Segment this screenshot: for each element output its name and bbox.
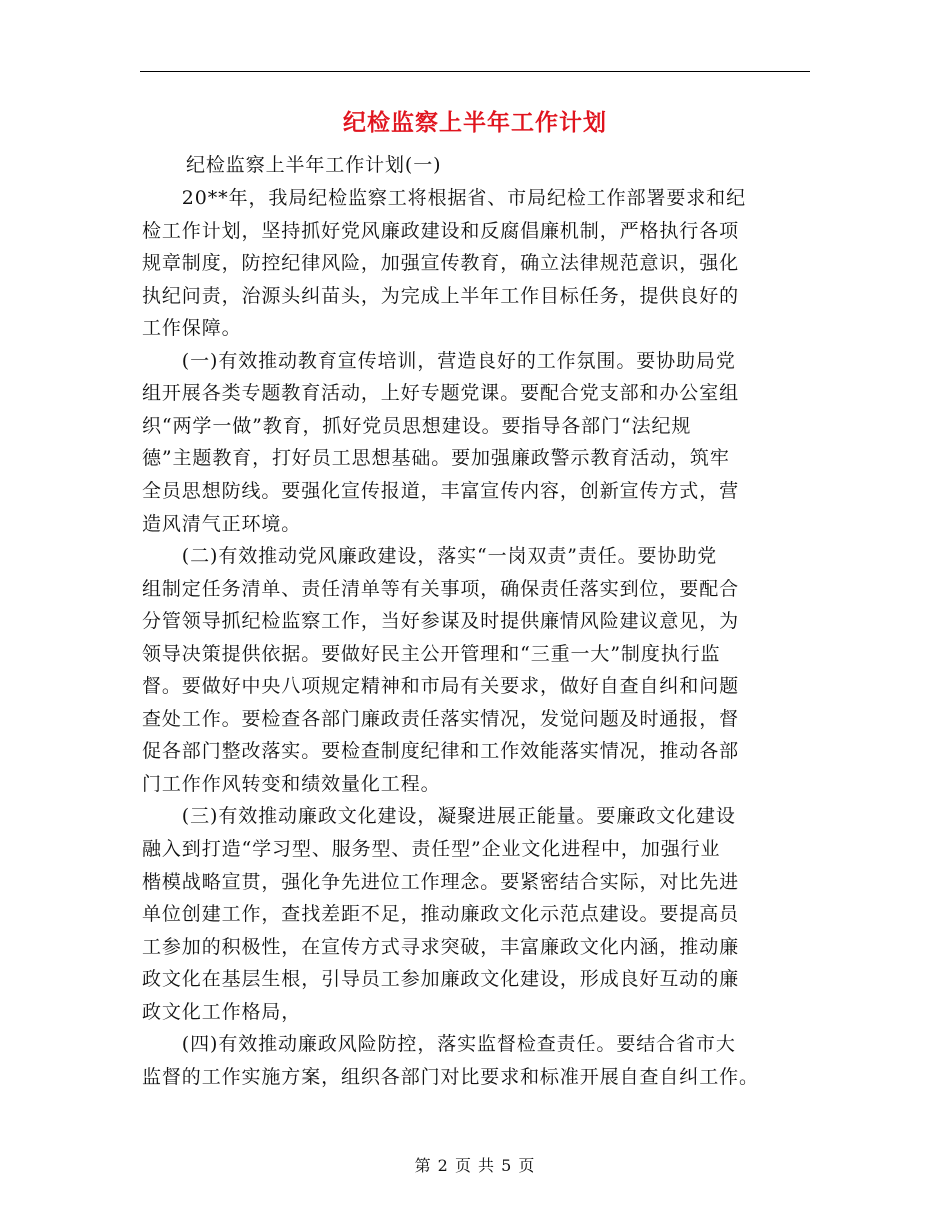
body-line: 织“两学一做”教育，抓好党员思想建设。要指导各部门“法纪规 — [142, 414, 692, 437]
body-line: 造风清气正环境。 — [142, 512, 302, 535]
body-line: 楷模战略宣贯，强化争先进位工作理念。要紧密结合实际，对比先进 — [142, 870, 740, 893]
body-line: (三)有效推动廉政文化建设，凝聚进展正能量。要廉政文化建设 — [142, 805, 736, 828]
document-subtitle: 纪检监察上半年工作计划(一) — [186, 154, 442, 176]
body-line: 单位创建工作，查找差距不足，推动廉政文化示范点建设。要提高员 — [142, 903, 740, 926]
body-line: 政文化工作格局， — [142, 1000, 302, 1023]
body-line: 领导决策提供依据。要做好民主公开管理和“三重一大”制度执行监 — [142, 642, 721, 665]
body-line: 组制定任务清单、责任清单等有关事项，确保责任落实到位，要配合 — [142, 577, 740, 600]
body-line: 执纪问责，治源头纠苗头，为完成上半年工作目标任务，提供良好的 — [142, 284, 740, 307]
body-line: 政文化在基层生根，引导员工参加廉政文化建设，形成良好互动的廉 — [142, 968, 740, 991]
body-line: 规章制度，防控纪律风险，加强宣传教育，确立法律规范意识，强化 — [142, 252, 740, 275]
body-line: 督。要做好中央八项规定精神和市局有关要求，做好自查自纠和问题 — [142, 675, 740, 698]
body-line: 全员思想防线。要强化宣传报道，丰富宣传内容，创新宣传方式，营 — [142, 479, 740, 502]
body-line: 工参加的积极性，在宣传方式寻求突破，丰富廉政文化内涵，推动廉 — [142, 935, 740, 958]
body-line: 德”主题教育，打好员工思想基础。要加强廉政警示教育活动，筑牢 — [142, 447, 730, 470]
body-line: 检工作计划，坚持抓好党风廉政建设和反腐倡廉机制，严格执行各项 — [142, 219, 740, 242]
body-line: (四)有效推动廉政风险防控，落实监督检查责任。要结合省市大 — [142, 1033, 736, 1056]
body-line: (一)有效推动教育宣传培训，营造良好的工作氛围。要协助局党 — [142, 349, 736, 372]
body-line: 查处工作。要检查各部门廉政责任落实情况，发觉问题及时通报，督 — [142, 707, 740, 730]
header-rule — [140, 71, 810, 72]
body-line: 20**年，我局纪检监察工将根据省、市局纪检工作部署要求和纪 — [142, 187, 746, 209]
body-line: 监督的工作实施方案，组织各部门对比要求和标准开展自查自纠工作。 — [142, 1065, 759, 1088]
body-line: (二)有效推动党风廉政建设，落实“一岗双责”责任。要协助党 — [142, 545, 718, 567]
body-line: 分管领导抓纪检监察工作，当好参谋及时提供廉情风险建议意见，为 — [142, 610, 740, 633]
body-line: 融入到打造“学习型、服务型、责任型”企业文化进程中，加强行业 — [142, 838, 721, 860]
page-number-footer: 第 2 页 共 5 页 — [414, 1156, 536, 1175]
body-line: 门工作作风转变和绩效量化工程。 — [142, 772, 441, 795]
document-title: 纪检监察上半年工作计划 — [343, 109, 607, 136]
body-line: 工作保障。 — [142, 317, 242, 340]
body-line: 组开展各类专题教育活动，上好专题党课。要配合党支部和办公室组 — [142, 382, 740, 405]
body-line: 促各部门整改落实。要检查制度纪律和工作效能落实情况，推动各部 — [142, 740, 740, 763]
